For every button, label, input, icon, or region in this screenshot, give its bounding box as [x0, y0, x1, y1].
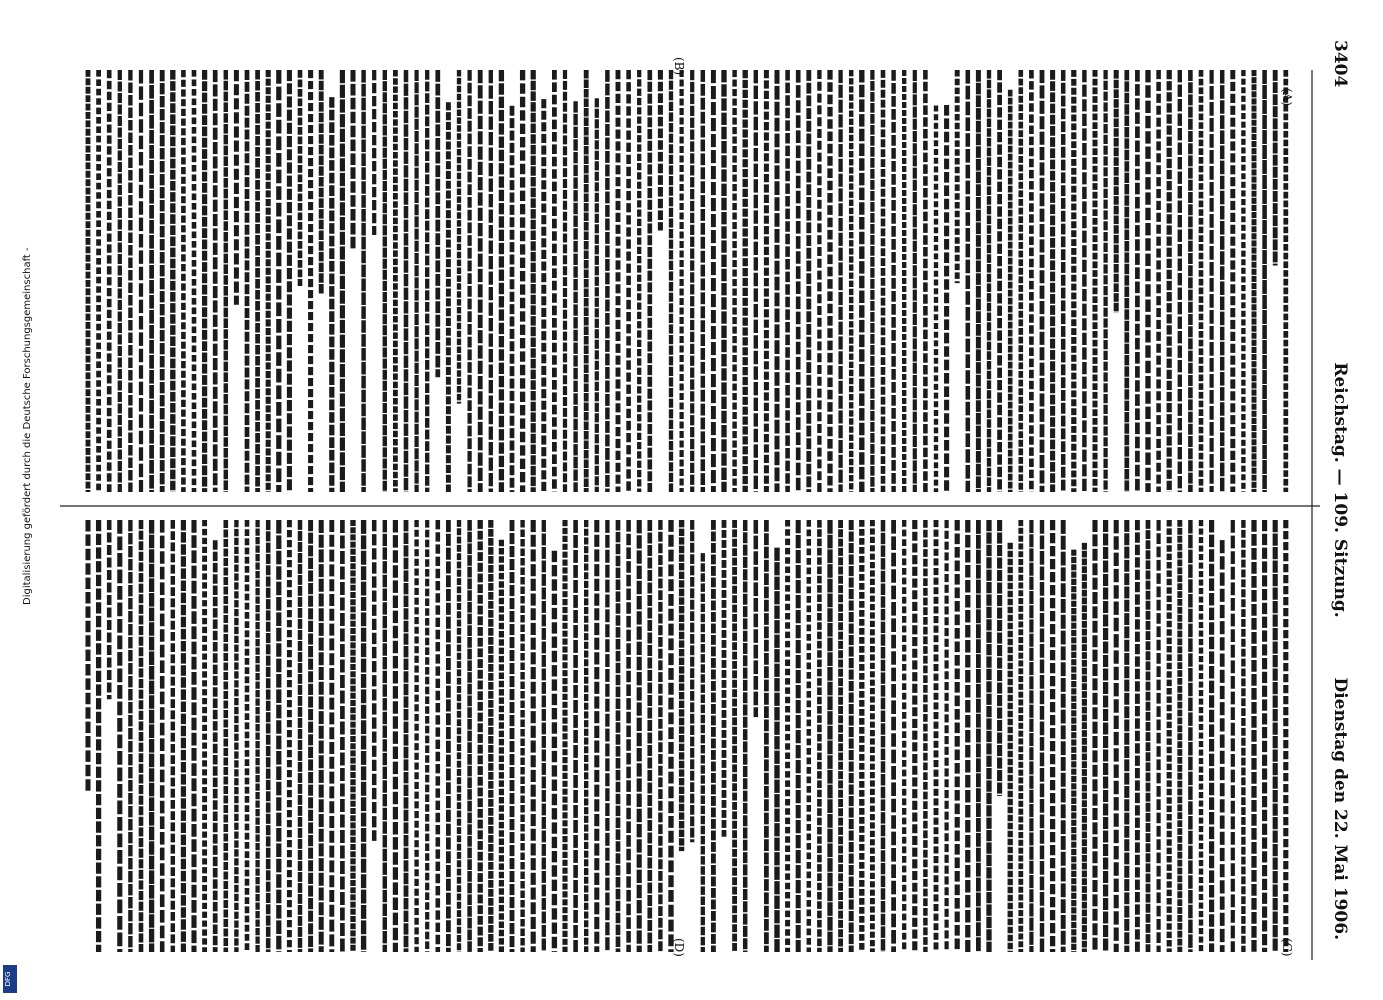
column-marker-c: (C) — [1280, 938, 1294, 957]
page-title: Reichstag. — 109. Sitzung. — [1330, 362, 1350, 618]
dfg-logo — [3, 965, 17, 993]
page-date: Dienstag den 22. Mai 1906. — [1330, 677, 1350, 940]
svg-text:DFG: DFG — [4, 971, 12, 987]
column-marker-b: (B) — [672, 57, 686, 76]
column-marker-d: (D) — [672, 938, 686, 957]
running-head — [1326, 40, 1350, 940]
page-number: 3404 — [1330, 40, 1350, 88]
column-marker-a: (A) — [1280, 88, 1294, 107]
side-caption: Digitalisierung gefördert durch die Deutsche Forschungsgemeinschaft - — [22, 247, 33, 605]
